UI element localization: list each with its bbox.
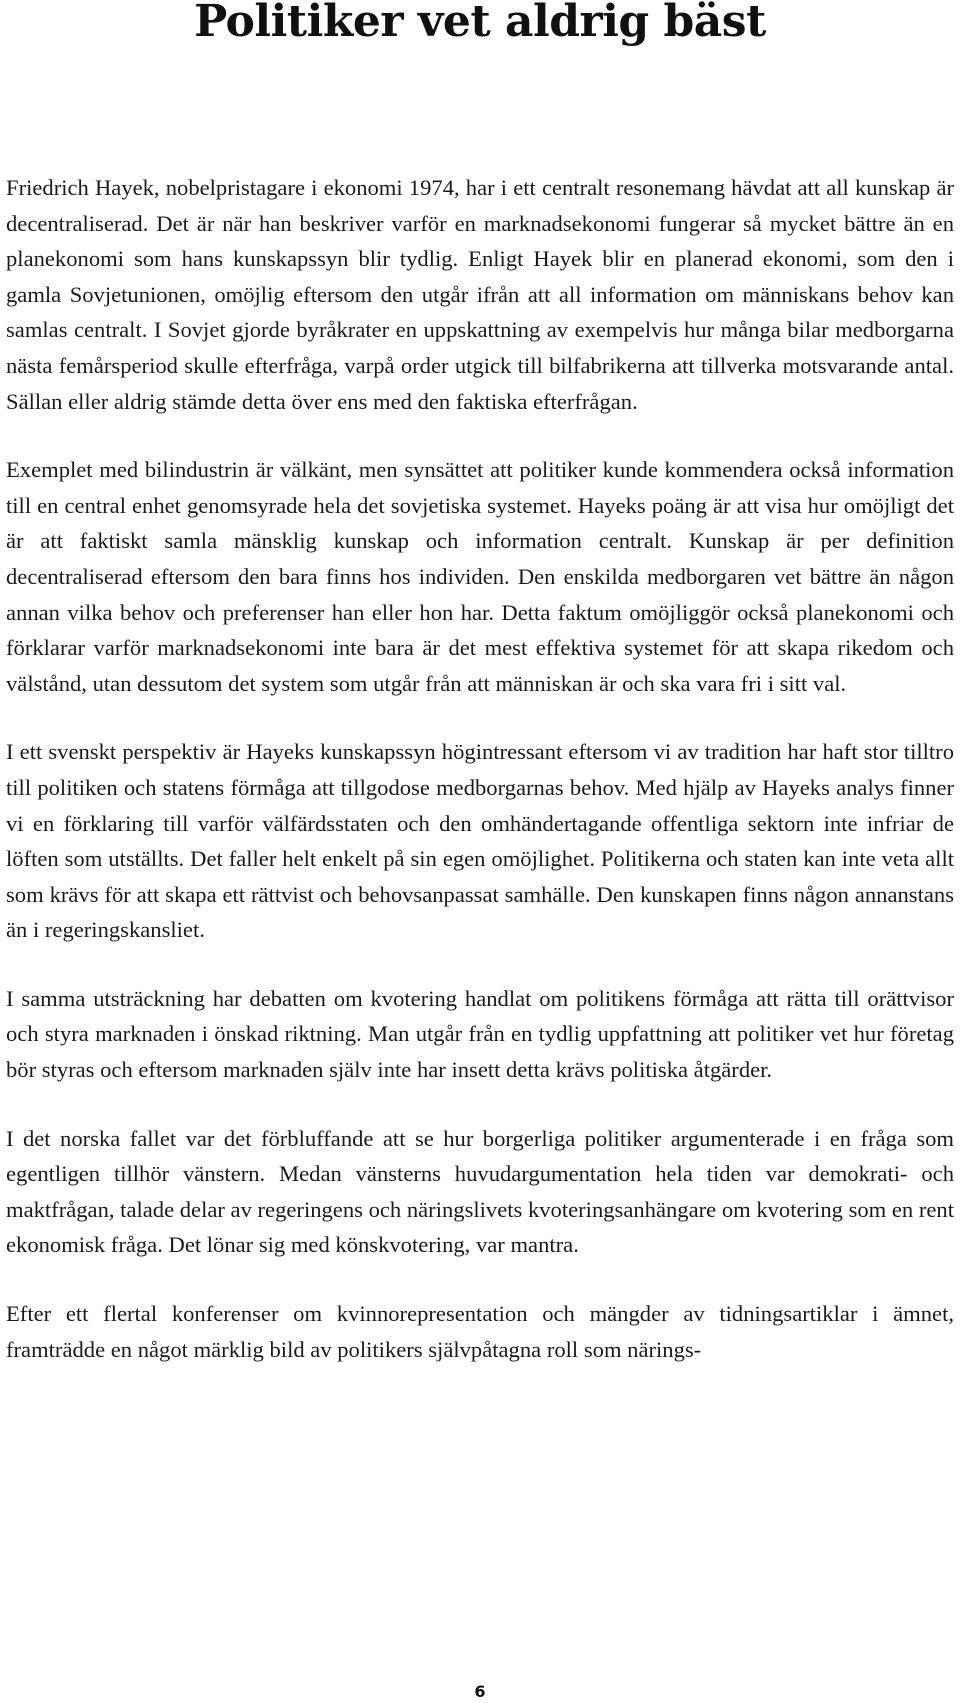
paragraph-3: I ett svenskt perspektiv är Hayeks kunskapssyn högintressant eftersom vi av tradition har haft stor tilltro till politiken och statens förmåga att tillgodose medborgarnas behov. Med hjälp av Hayeks analys finner vi en förklaring till varför välfärdsstaten och den omhändertagande offentliga sektorn inte infriar de löften som utställts. Det faller helt enkelt på sin egen omöjlighet. Politikerna och staten kan inte veta allt som krävs för att skapa ett rättvist och behovsanpassat samhälle. Den kunskapen finns någon annanstans än i regeringskansliet.	[6, 739, 954, 943]
paragraph-1: Friedrich Hayek, nobelpristagare i ekonomi 1974, har i ett centralt resonemang hävdat att all kunskap är decentraliserad. Det är när han beskriver varför en marknadsekonomi fungerar så mycket bättre än en planekonomi som hans kunskapssyn blir tydlig. Enligt Hayek blir en planerad ekonomi, som den i gamla Sovjetunionen, omöjlig eftersom den utgår ifrån att all information om människans behov kan samlas centralt. I Sovjet gjorde byråkrater en uppskattning av exempelvis hur många bilar medborgarna nästa femårsperiod skulle efterfråga, varpå order utgick till bilfabrikerna att tillverka motsvarande antal. Sällan eller aldrig stämde detta över ens med den faktiska efterfrågan.	[6, 175, 954, 414]
page-number: 6	[474, 1682, 486, 1701]
paragraph-2: Exemplet med bilindustrin är välkänt, men synsättet att politiker kunde kommendera också information till en central enhet genomsyrade hela det sovjetiska systemet. Hayeks poäng är att visa hur omöjligt det är att faktiskt samla mänsklig kunskap och information centralt. Kunskap är per definition decentraliserad eftersom den bara finns hos individen. Den enskilda medborgaren vet bättre än någon annan vilka behov och preferenser han eller hon har. Detta faktum omöjliggör också planekonomi och förklarar varför marknadsekonomi inte bara är det mest effektiva systemet för att skapa rikedom och välstånd, utan dessutom det system som utgår från att människan är och ska vara fri i sitt val.	[6, 457, 954, 696]
paragraph-5: I det norska fallet var det förbluffande att se hur borgerliga politiker argumenterade i en fråga som egentligen tillhör vänstern. Medan vänsterns huvudargumentation hela tiden var demokrati- och maktfrågan, talade delar av regeringens och näringslivets kvoteringsanhängare om kvotering som en rent ekonomisk fråga. Det lönar sig med könskvotering, var mantra.	[6, 1125, 954, 1258]
article-body	[6, 170, 954, 1400]
paragraph-4: I samma utsträckning har debatten om kvotering handlat om politikens förmåga att rätta till orättvisor och styra marknaden i önskad riktning. Man utgår från en tydlig uppfattning att politiker vet hur företag bör styras och eftersom marknaden själv inte har insett detta krävs politiska åtgärder.	[6, 985, 954, 1083]
paragraph-6: Efter ett flertal konferenser om kvinnorepresentation och mängder av tidningsartiklar i ämnet, framträdde en något märklig bild av politikers självpåtagna roll som närings-	[6, 1301, 954, 1362]
page-title: Politiker vet aldrig bäst	[194, 0, 766, 47]
